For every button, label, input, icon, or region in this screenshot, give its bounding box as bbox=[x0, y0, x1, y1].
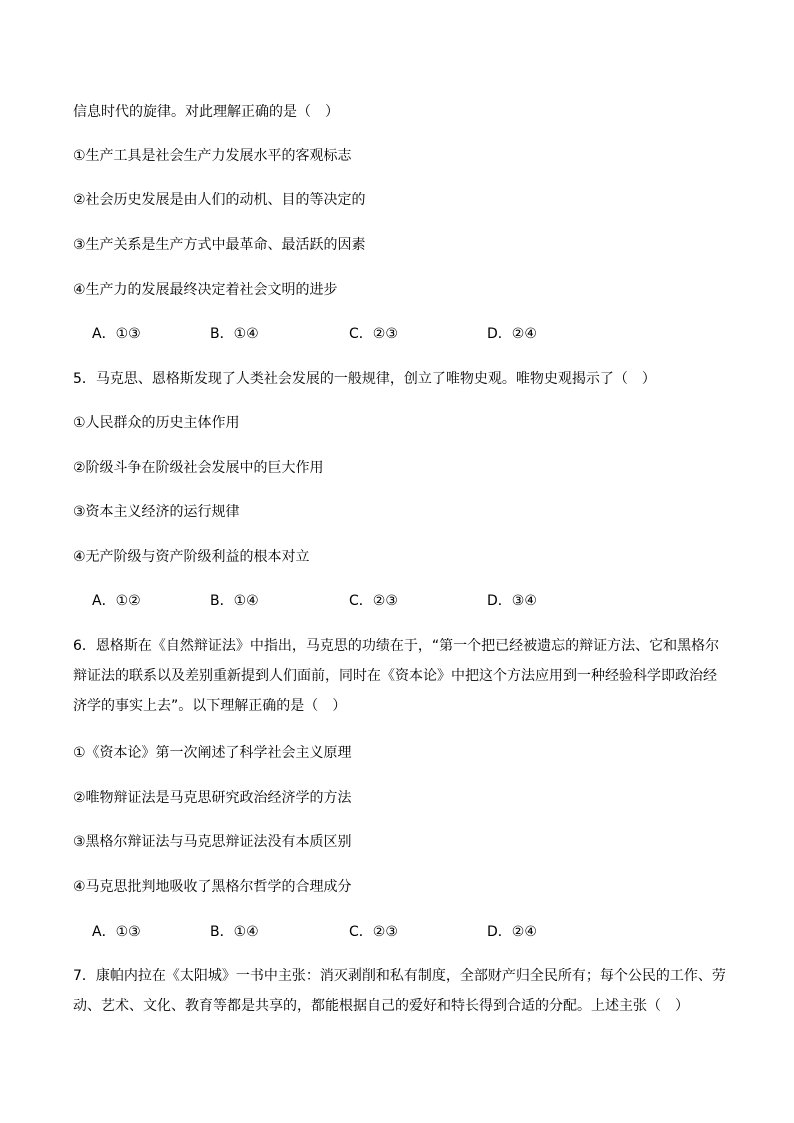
question-6-option-a: A．①③ bbox=[92, 924, 141, 940]
question-6-option-d: D．②④ bbox=[487, 924, 537, 940]
question-6-option-c: C．②③ bbox=[349, 924, 398, 940]
question-4-statement-3: ③生产关系是生产方式中最革命、最活跃的因素 bbox=[73, 237, 366, 253]
question-5-option-d: D．③④ bbox=[487, 593, 537, 609]
question-6-stem-line-3: 济学的事实上去”。以下理解正确的是（ ） bbox=[73, 698, 347, 714]
question-6-statement-2: ②唯物辩证法是马克思研究政治经济学的方法 bbox=[73, 790, 352, 806]
question-7-stem-line-1: 7．康帕内拉在《太阳城》一书中主张：消灭剥削和私有制度，全部财产归全民所有；每个公民的工作、劳 bbox=[73, 968, 726, 984]
question-6-options bbox=[92, 922, 732, 942]
question-4-option-d: D．②④ bbox=[487, 326, 537, 342]
question-4-statement-1: ①生产工具是社会生产力发展水平的客观标志 bbox=[73, 148, 352, 164]
question-5-option-b: B．①④ bbox=[210, 593, 259, 609]
question-4-statement-2: ②社会历史发展是由人们的动机、目的等决定的 bbox=[73, 192, 366, 208]
question-4-option-a: A．①③ bbox=[92, 326, 141, 342]
question-4-statement-4: ④生产力的发展最终决定着社会文明的进步 bbox=[73, 282, 338, 298]
question-6-statement-3: ③黑格尔辩证法与马克思辩证法没有本质区别 bbox=[73, 834, 352, 850]
question-5-option-c: C．②③ bbox=[349, 593, 398, 609]
question-5-statement-1: ①人民群众的历史主体作用 bbox=[73, 415, 240, 431]
question-4-option-c: C．②③ bbox=[349, 326, 398, 342]
question-6-stem-line-1: 6．恩格斯在《自然辩证法》中指出，马克思的功绩在于，“第一个把已经被遗忘的辩证方法、它和黑格尔 bbox=[73, 638, 720, 654]
question-4-stem: 信息时代的旋律。对此理解正确的是（ ） bbox=[73, 104, 339, 120]
question-5-options bbox=[92, 591, 732, 611]
question-6-statement-4: ④马克思批判地吸收了黑格尔哲学的合理成分 bbox=[73, 879, 352, 895]
question-5-statement-4: ④无产阶级与资产阶级利益的根本对立 bbox=[73, 549, 310, 565]
question-5-option-a: A．①② bbox=[92, 593, 141, 609]
question-5-statement-3: ③资本主义经济的运行规律 bbox=[73, 504, 240, 520]
question-4-options bbox=[92, 324, 732, 344]
question-5-stem: 5．马克思、恩格斯发现了人类社会发展的一般规律，创立了唯物史观。唯物史观揭示了（ ） bbox=[73, 371, 656, 387]
question-6-option-b: B．①④ bbox=[210, 924, 259, 940]
question-6-stem-line-2: 辩证法的联系以及差别重新提到人们面前，同时在《资本论》中把这个方法应用到一种经验科学即政治经 bbox=[73, 668, 717, 684]
question-5-statement-2: ②阶级斗争在阶级社会发展中的巨大作用 bbox=[73, 460, 324, 476]
question-4-option-b: B．①④ bbox=[210, 326, 259, 342]
question-6-statement-1: ①《资本论》第一次阐述了科学社会主义原理 bbox=[73, 745, 352, 761]
question-7-stem-line-2: 动、艺术、文化、教育等都是共享的，都能根据自己的爱好和特长得到合适的分配。上述主张（ ） bbox=[73, 998, 689, 1014]
